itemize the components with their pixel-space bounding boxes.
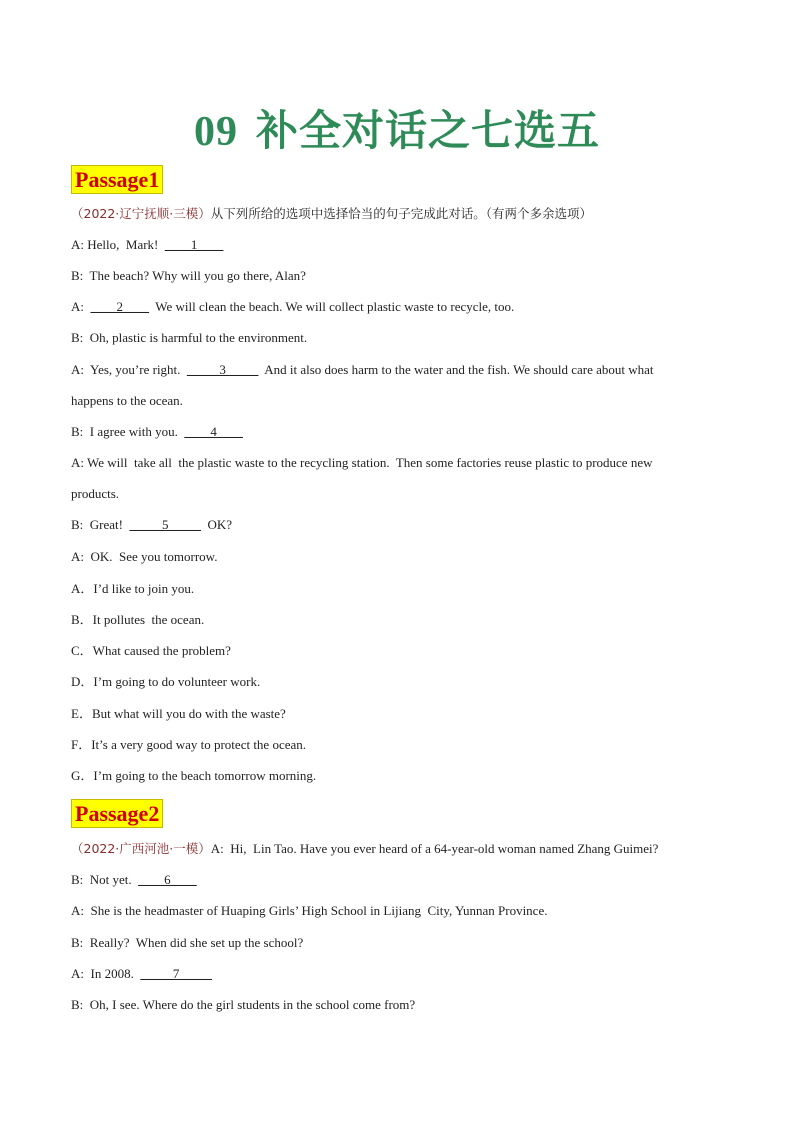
- passage1-line: [71, 486, 119, 502]
- answer-blank: ____6____: [138, 872, 197, 888]
- passage2-line: [71, 872, 197, 888]
- option-item: G．I’m going to the beach tomorrow morning.: [71, 767, 317, 783]
- passage1-line: [71, 362, 654, 378]
- dialogue-text: A:: [71, 299, 91, 315]
- dialogue-text: B: Oh, plastic is harmful to the environment.: [71, 330, 308, 346]
- answer-blank: _____7_____: [140, 965, 212, 981]
- dialogue-text: products.: [71, 486, 120, 502]
- passage2-line: [71, 966, 212, 982]
- passage2-line: [71, 997, 415, 1013]
- passage2-header: Passage2: [71, 799, 163, 828]
- dialogue-text: B: Oh, I see. Where do the girl students in the school come from?: [71, 997, 416, 1012]
- answer-blank: ____2____: [90, 299, 149, 315]
- passage1-line: [71, 393, 183, 409]
- title-number: 09: [193, 109, 238, 155]
- passage1-line: [71, 268, 306, 284]
- dialogue-text: B: I agree with you.: [71, 423, 185, 439]
- passage1-instruction: 从下列所给的选项中选择恰当的句子完成此对话。（有两个多余选项）: [210, 206, 593, 221]
- dialogue-text: B: Not yet.: [71, 872, 139, 888]
- passage1-source: （2022·辽宁抚顺·三模）: [71, 206, 211, 221]
- dialogue-text: A: We will take all the plastic waste to the recycling station. Then some factories reuse plastic to produce new: [71, 455, 653, 471]
- passage1-line: [71, 549, 217, 565]
- option-item: F．It’s a very good way to protect the ocean.: [71, 736, 307, 752]
- dialogue-text: We will clean the beach. We will collect plastic waste to recycle, too.: [149, 299, 515, 315]
- passage2-line: [71, 903, 547, 919]
- dialogue-text: A: She is the headmaster of Huaping Girls’ High School in Lijiang City, Yunnan Province.: [71, 903, 548, 919]
- passage1-header: Passage1: [71, 165, 163, 194]
- passage2-first-line: [71, 841, 658, 857]
- option-item: C．What caused the problem?: [71, 643, 231, 659]
- page-title: [0, 98, 794, 158]
- answer-blank: _____5_____: [129, 517, 201, 533]
- passage1-line: [71, 330, 307, 346]
- dialogue-text: A: Yes, you’re right.: [71, 361, 187, 377]
- title-text: 补全对话之七选五: [255, 106, 600, 155]
- dialogue-text: B: The beach? Why will you go there, Alan?: [71, 268, 306, 284]
- option-item: D．I’m going to do volunteer work.: [71, 674, 261, 690]
- passage2-source: （2022·广西河池·一模）: [71, 841, 211, 856]
- passage1-line: [71, 455, 653, 471]
- dialogue-text: A: OK. See you tomorrow.: [71, 548, 218, 564]
- passage1-line: [71, 237, 223, 253]
- option-item: A．I’d like to join you.: [71, 581, 195, 596]
- dialogue-text: B: Really? When did she set up the school?: [71, 934, 304, 950]
- answer-blank: _____3_____: [186, 361, 259, 377]
- passage1-line: [71, 299, 514, 315]
- passage2-line: [71, 935, 303, 951]
- dialogue-text: OK?: [200, 517, 233, 533]
- passage1-line: [71, 517, 232, 533]
- dialogue-text: happens to the ocean.: [71, 392, 183, 408]
- passage1-line: [71, 424, 243, 440]
- answer-blank: ____1____: [164, 237, 224, 252]
- passage2-line-0: A: Hi, Lin Tao. Have you ever heard of a 64-year-old woman named Zhang Guimei?: [210, 841, 659, 856]
- option-item: E．But what will you do with the waste?: [71, 705, 286, 721]
- passage1-instruction-line: [71, 206, 592, 222]
- dialogue-text: A: In 2008.: [71, 965, 141, 981]
- answer-blank: ____4____: [184, 423, 243, 439]
- dialogue-text: A: Hello, Mark!: [71, 237, 165, 252]
- dialogue-text: B: Great!: [71, 517, 130, 533]
- option-item: B．It pollutes the ocean.: [71, 612, 205, 628]
- dialogue-text: And it also does harm to the water and the fish. We should care about what: [258, 361, 654, 377]
